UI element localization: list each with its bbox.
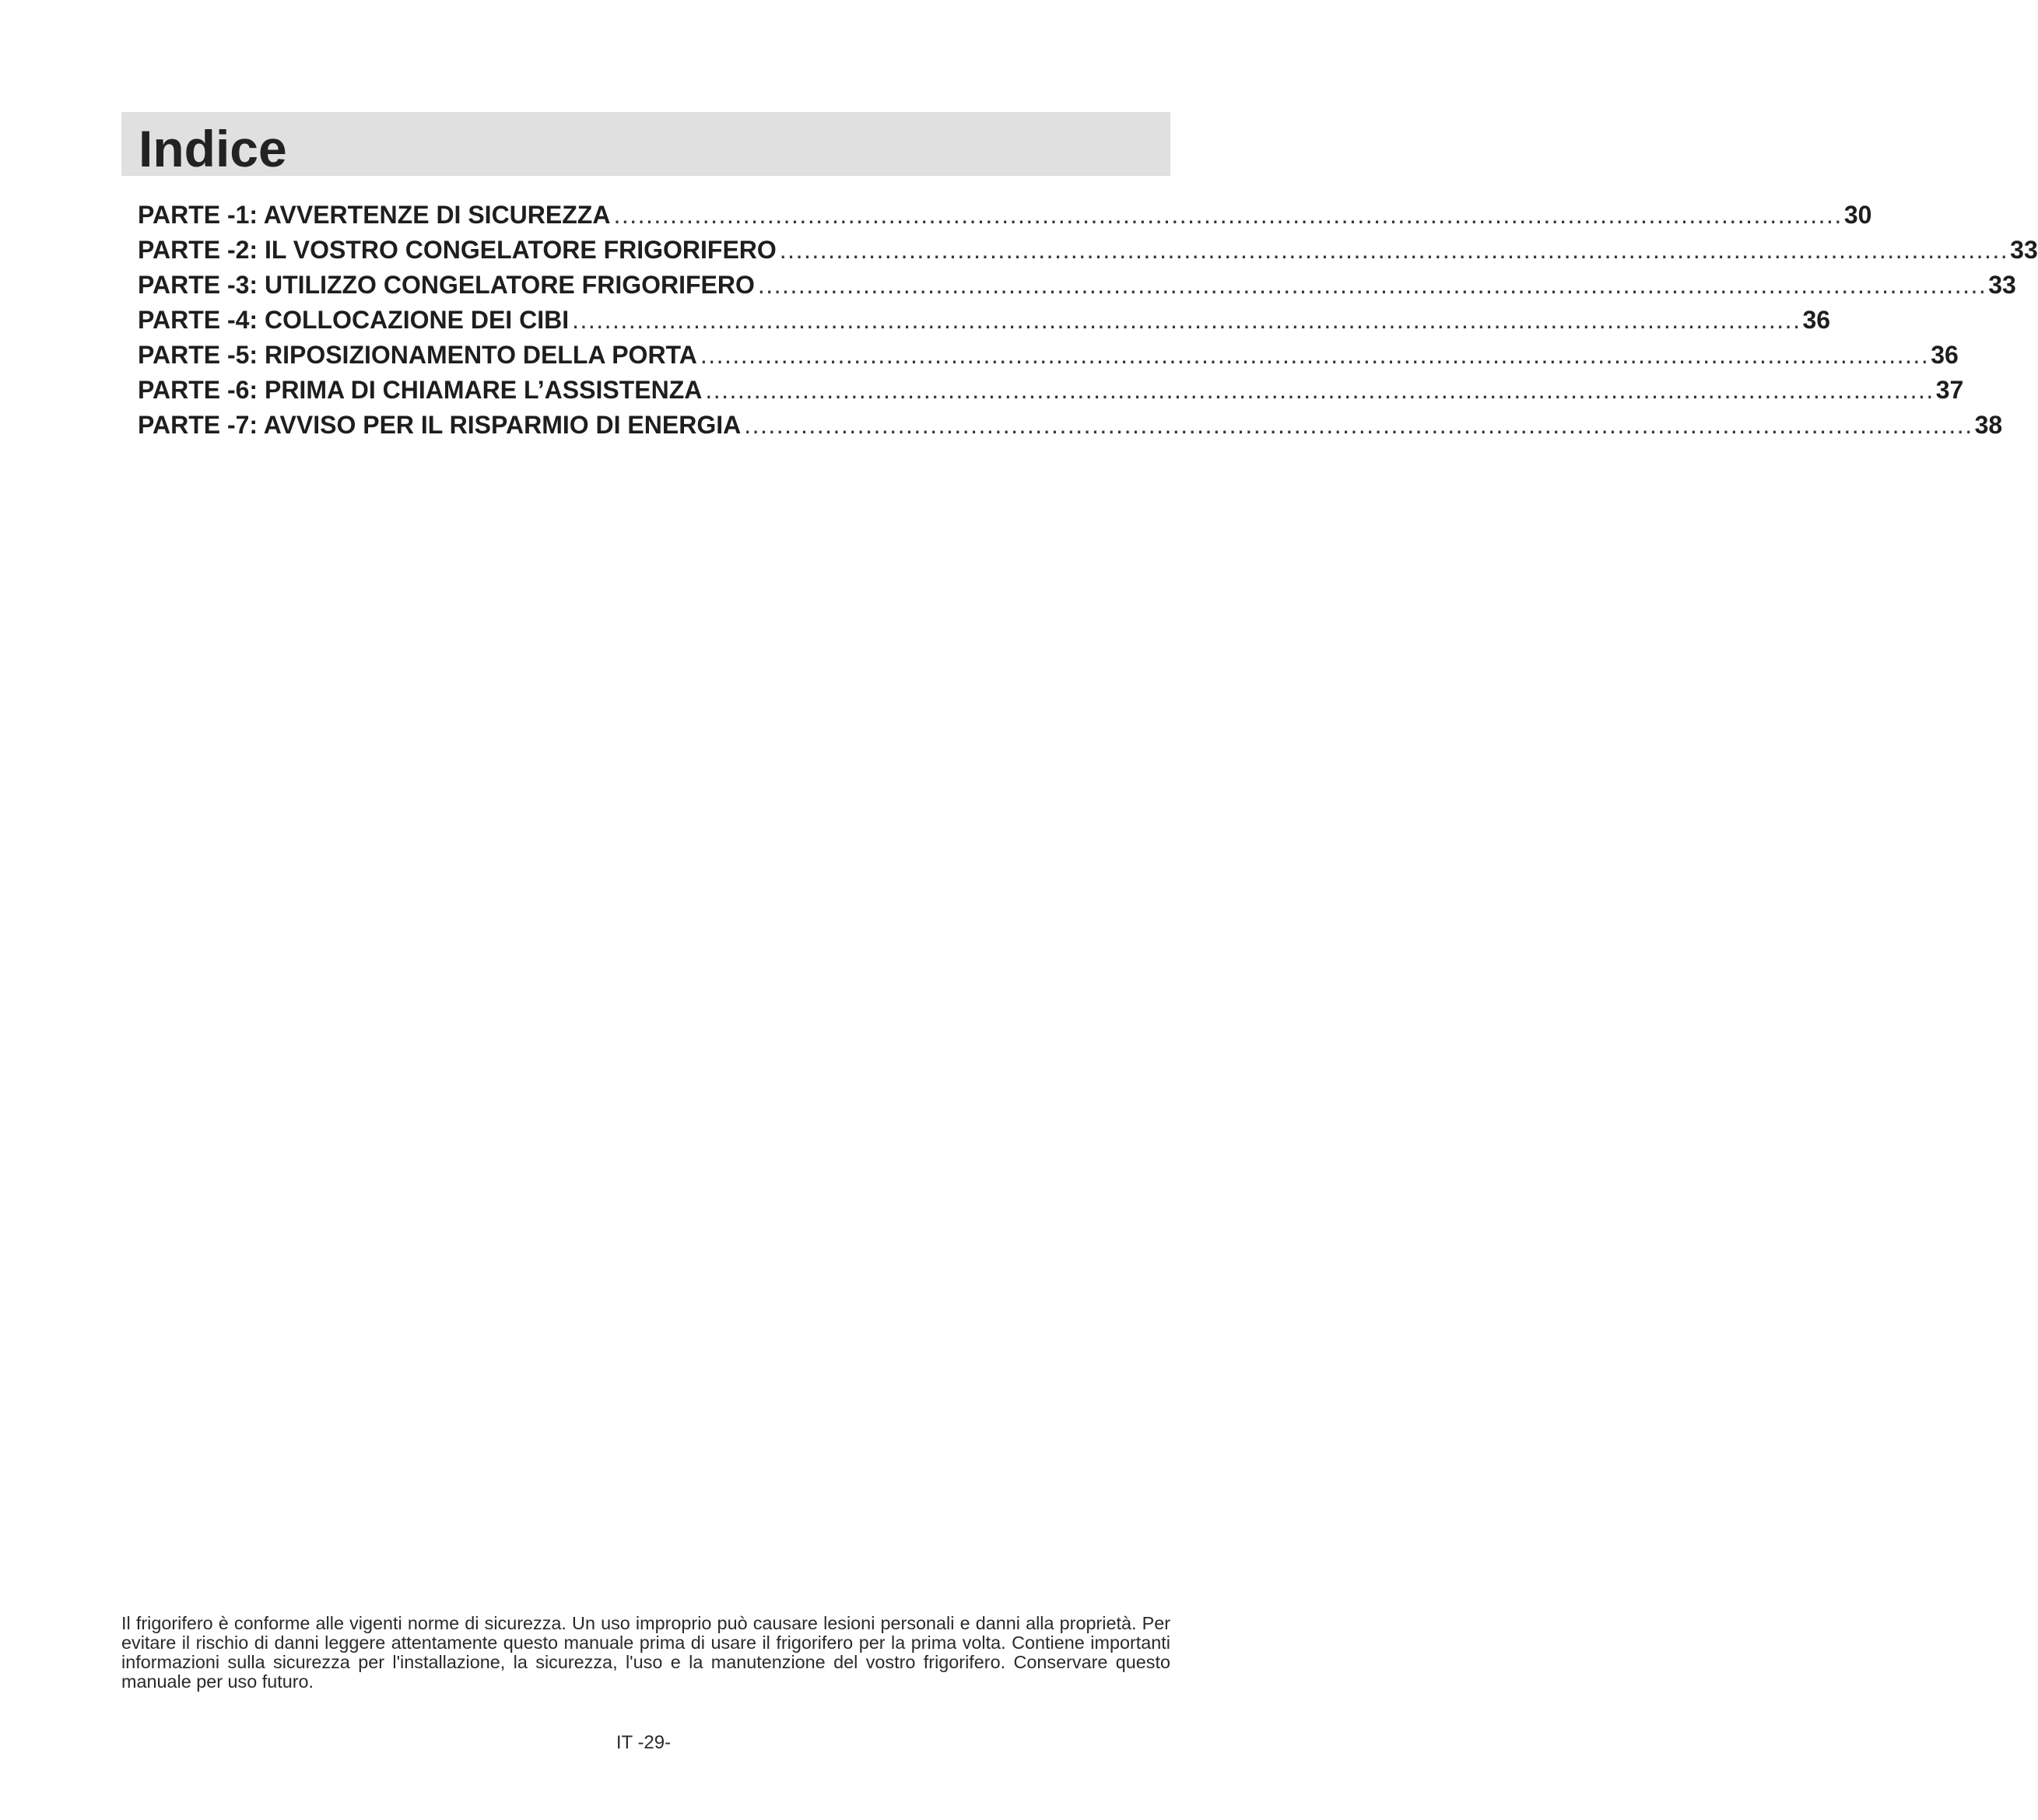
- toc-dot-leader: ........................................................................................................................................................: [613, 201, 1843, 229]
- toc-entry-page: 38: [1974, 411, 2003, 439]
- toc-dot-leader: ........................................................................................................................................................: [757, 271, 1987, 299]
- toc-entry-page: 30: [1843, 201, 1872, 229]
- toc-entry-3[interactable]: [138, 268, 2016, 303]
- toc-entry-6[interactable]: [138, 373, 1964, 408]
- table-of-contents: [138, 198, 2038, 443]
- toc-entry-label: PARTE -6: PRIMA DI CHIAMARE L’ASSISTENZA: [138, 376, 703, 404]
- toc-entry-1[interactable]: [138, 198, 1872, 233]
- toc-entry-4[interactable]: [138, 303, 1831, 338]
- toc-entry-label: PARTE -5: RIPOSIZIONAMENTO DELLA PORTA: [138, 341, 697, 369]
- toc-entry-page: 33: [2010, 236, 2038, 264]
- toc-entry-label: PARTE -7: AVVISO PER IL RISPARMIO DI ENERGIA: [138, 411, 742, 439]
- safety-notice: Il frigorifero è conforme alle vigenti norme di sicurezza. Un uso improprio può causare lesioni personali e danni alla proprietà. Per evitare il rischio di danni leggere attentamente questo manuale prima di usare il frigorifero per la prima volta. Contiene importanti informazioni sulla sicurezza per l'installazione, la sicurezza, l'uso e la manutenzione del vostro frigorifero. Conservare questo manuale per uso futuro.: [121, 1613, 1170, 1692]
- toc-entry-page: 36: [1802, 306, 1831, 334]
- toc-dot-leader: ........................................................................................................................................................: [744, 411, 1973, 439]
- toc-entry-page: 36: [1931, 341, 1959, 369]
- toc-entry-label: PARTE -3: UTILIZZO CONGELATORE FRIGORIFERO: [138, 271, 755, 299]
- toc-entry-7[interactable]: [138, 408, 2003, 443]
- toc-dot-leader: ........................................................................................................................................................: [572, 306, 1801, 334]
- toc-entry-label: PARTE -4: COLLOCAZIONE DEI CIBI: [138, 306, 570, 334]
- page-title: Indice: [139, 120, 287, 177]
- toc-entry-label: PARTE -1: AVVERTENZE DI SICUREZZA: [138, 201, 611, 229]
- toc-entry-page: 37: [1935, 376, 1964, 404]
- toc-entry-page: 33: [1988, 271, 2016, 299]
- toc-entry-5[interactable]: [138, 338, 1959, 373]
- toc-entry-label: PARTE -2: IL VOSTRO CONGELATORE FRIGORIFERO: [138, 236, 777, 264]
- toc-dot-leader: ........................................................................................................................................................: [700, 341, 1930, 369]
- toc-entry-2[interactable]: [138, 233, 2038, 268]
- page-number: IT -29-: [616, 1732, 672, 1753]
- toc-dot-leader: ........................................................................................................................................................: [705, 376, 1935, 404]
- toc-dot-leader: ........................................................................................................................................................: [779, 236, 2009, 264]
